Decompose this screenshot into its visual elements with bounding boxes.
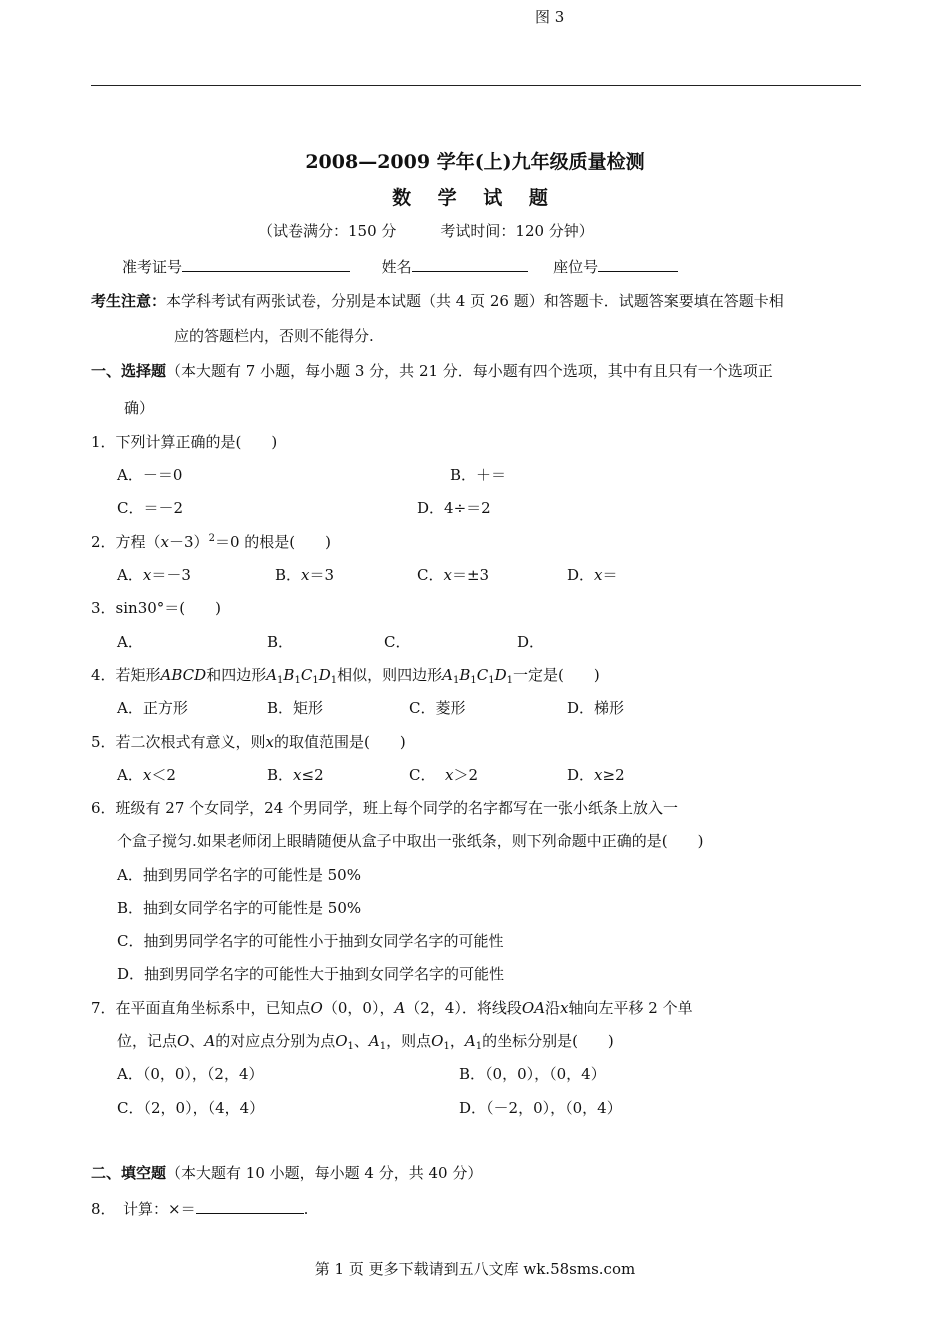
exam-time: 考试时间：120 分钟） (440, 222, 594, 240)
q7-stem-2: 位，记点O、A的对应点分别为点$O_1$、$A_1$，则点$O_1$，$A_1$的坐标分别是( ) (117, 1032, 614, 1052)
q1-stem: 1．下列计算正确的是( ) (91, 433, 278, 451)
q5-option-b: B．x≤2 (267, 766, 324, 784)
exam-title: 2008—2009 学年(上)九年级质量检测 (305, 151, 645, 173)
q6-option-a: A．抽到男同学名字的可能性是 50% (117, 866, 361, 884)
q5-option-c: C． x＞2 (409, 766, 479, 784)
q3-option-c: C． (384, 633, 411, 651)
q4-option-c: C．菱形 (409, 699, 466, 717)
q8-answer-blank[interactable] (196, 1197, 304, 1214)
q2-stem: 2．方程$(x-3)^2=0$ 的根是( ) (91, 533, 331, 551)
q6-stem-1: 6．班级有 27 个女同学，24 个男同学，班上每个同学的名字都写在一张小纸条上放入一 (91, 799, 679, 817)
page-footer: 第 1 页 更多下载请到五八文库 wk.58sms.com (314, 1260, 636, 1278)
q6-option-d: D．抽到男同学名字的可能性大于抽到女同学名字的可能性 (117, 965, 505, 983)
q4-option-a: A．正方形 (117, 699, 188, 717)
q6-option-c: C．抽到男同学名字的可能性小于抽到女同学名字的可能性 (117, 932, 504, 950)
q1-option-b: B．＋＝ (450, 466, 507, 484)
q4-stem: 4．若矩形ABCD和四边形$A_1B_1C_1D_1$相似，则四边形$A_1B_1C_1D_1$一定是( ) (91, 666, 600, 686)
q3-option-d: D． (517, 633, 545, 651)
section1-heading: 一、选择题（本大题有 7 小题，每小题 3 分，共 21 分．每小题有四个选项，其中有且只有一个选项正 (91, 362, 773, 380)
q6-stem-2: 个盒子搅匀.如果老师闭上眼睛随便从盒子中取出一张纸条，则下列命题中正确的是( ) (117, 832, 704, 850)
q2-option-b: B．x＝3 (275, 566, 335, 584)
q2-option-c: C．x＝±3 (417, 566, 490, 584)
q2-option-a: A．x＝－3 (117, 566, 191, 584)
id-label: 准考证号 (122, 258, 183, 276)
notice-line-1: 考生注意：本学科考试有两张试卷，分别是本试题（共 4 页 26 题）和答题卡．试题答案要填在答题卡相 (91, 292, 784, 310)
q5-option-d: D．x≥2 (567, 766, 625, 784)
q1-option-c: C．＝－2 (117, 499, 184, 517)
q7-option-c: C．（2，0），（4，4） (117, 1099, 265, 1117)
seat-blank[interactable] (598, 255, 678, 272)
q4-option-b: B．矩形 (267, 699, 324, 717)
candidate-info (122, 255, 678, 277)
full-score: （试卷满分：150 分 (258, 222, 397, 240)
header-divider (91, 85, 861, 86)
q8-stem: 8． 计算：×＝ . (91, 1197, 308, 1219)
seat-label: 座位号 (553, 258, 599, 276)
q1-option-d: D．4÷＝2 (417, 499, 491, 517)
exam-meta (258, 220, 594, 241)
q7-option-d: D．（－2，0），（0，4） (459, 1099, 622, 1117)
q5-stem: 5．若二次根式有意义，则x的取值范围是( ) (91, 733, 406, 751)
name-blank[interactable] (412, 255, 528, 272)
section1-heading-cont: 确） (124, 399, 155, 417)
id-blank[interactable] (182, 255, 350, 272)
q3-option-b: B． (267, 633, 294, 651)
q6-option-b: B．抽到女同学名字的可能性是 50% (117, 899, 362, 917)
name-label: 姓名 (381, 258, 412, 276)
q7-option-a: A．（0，0），（2，4） (117, 1065, 264, 1083)
q7-option-b: B．（0，0），（0，4） (459, 1065, 606, 1083)
q2-option-d: D．x＝ (567, 566, 618, 584)
q3-stem: 3．sin30°＝( ) (91, 599, 221, 617)
q3-option-a: A． (117, 633, 143, 651)
q1-option-a: A．－＝0 (117, 466, 183, 484)
q5-option-a: A．x＜2 (117, 766, 176, 784)
q7-stem-1: 7．在平面直角坐标系中，已知点O（0，0），A（2，4）．将线段OA沿x轴向左平移 2 个单 (91, 999, 693, 1017)
figure-label: 图 3 (535, 8, 565, 26)
notice-line-2: 应的答题栏内，否则不能得分. (174, 327, 374, 345)
section2-heading: 二、填空题（本大题有 10 小题，每小题 4 分，共 40 分） (91, 1164, 483, 1182)
exam-subtitle: 数 学 试 题 (392, 187, 558, 209)
q4-option-d: D．梯形 (567, 699, 625, 717)
